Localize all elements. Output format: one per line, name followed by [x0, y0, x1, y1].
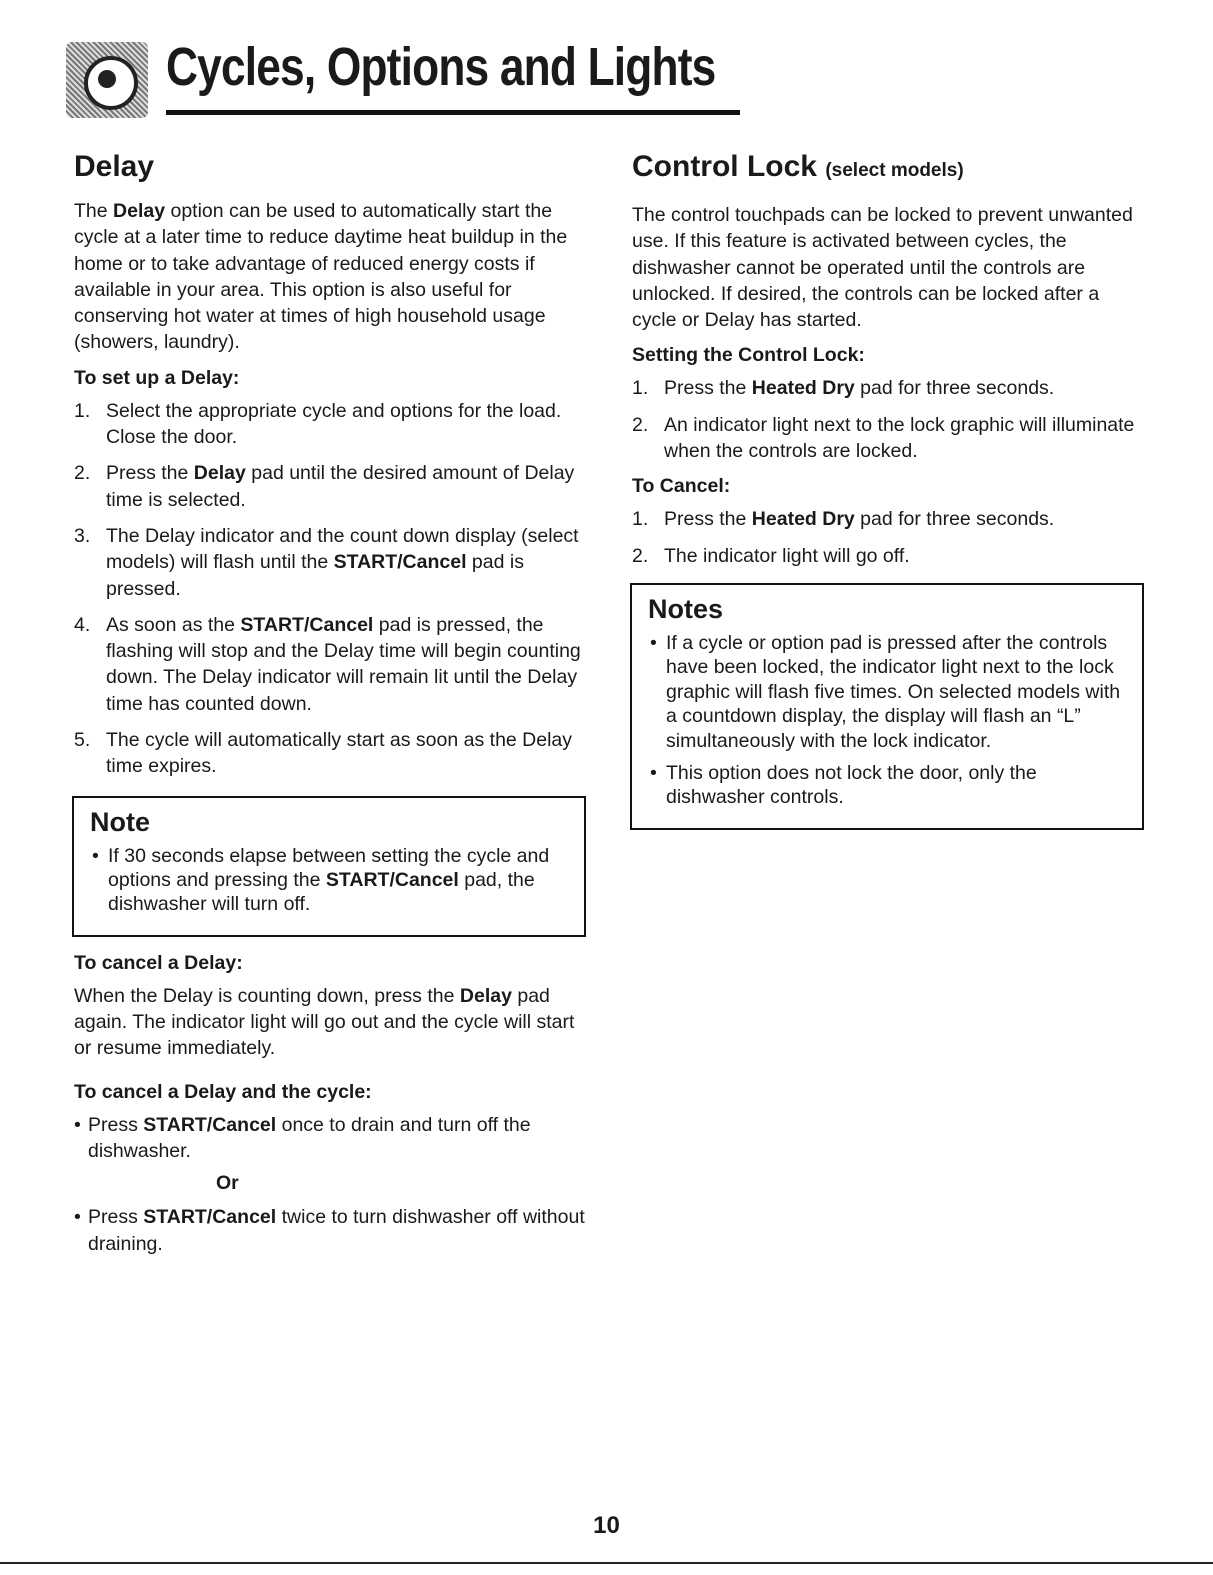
- list-item: [632, 375, 1144, 401]
- setup-delay-heading: To set up a Delay:: [74, 366, 240, 389]
- text-run: Select the appropriate cycle and options for the load. Close the door.: [106, 399, 562, 449]
- note-list: [90, 844, 574, 917]
- control-lock-title: Control Lock: [632, 150, 817, 183]
- text-run: pad, the dishwasher will turn off.: [108, 869, 535, 916]
- page-title: Cycles, Options and Lights: [166, 37, 716, 97]
- text-run: This option does not lock the door, only the dishwasher controls.: [666, 762, 1037, 809]
- text-run: The: [74, 200, 114, 222]
- bold-term: Delay: [459, 984, 512, 1007]
- text-run: pad for three seconds.: [854, 377, 1055, 400]
- text-run: If 30 seconds elapse between setting the cycle and options and pressing the: [108, 844, 550, 892]
- bold-term: Heated Dry: [751, 508, 855, 531]
- bold-term: START/Cancel: [333, 551, 467, 574]
- delay-column: [74, 150, 586, 1263]
- control-lock-intro: The control touchpads can be locked to prevent unwanted use. If this feature is activated between cycles, the dishwasher cannot be operated until the controls are unlocked. If desired, the controls can be locked after a cycle or Delay has started.: [632, 204, 1133, 332]
- step-number: 1.: [632, 508, 649, 531]
- text-run: Press the: [664, 377, 752, 400]
- cancel-delay-text: [74, 983, 586, 1062]
- bottom-rule: [0, 1562, 1213, 1564]
- text-run: pad until the desired amount of Delay time is selected.: [106, 462, 575, 511]
- bold-term: Delay: [193, 462, 246, 485]
- delay-note-box: [72, 796, 586, 937]
- text-run: Press: [88, 1206, 144, 1229]
- step-number: 2.: [632, 544, 649, 567]
- list-item: [648, 761, 1132, 810]
- bold-term: Heated Dry: [751, 377, 855, 400]
- control-lock-notes-box: [630, 583, 1144, 830]
- bold-term: START/Cancel: [325, 869, 459, 892]
- bold-term: START/Cancel: [240, 613, 374, 636]
- text-run: If a cycle or option pad is pressed after the controls have been locked, the indicator light next to the lock graphic will flash five times. On selected models with a countdown display, the display will flash an “L” simultaneously with the lock indicator.: [666, 631, 1121, 752]
- list-item: [74, 398, 586, 451]
- dishwasher-dial-icon: [66, 42, 148, 118]
- bold-term: START/Cancel: [143, 1113, 277, 1136]
- text-run: The indicator light will go off.: [664, 544, 910, 567]
- list-item: [648, 631, 1132, 753]
- cancel-lock-steps: [632, 506, 1144, 569]
- cancel-delay-cycle-heading: To cancel a Delay and the cycle:: [74, 1080, 372, 1103]
- or-separator: Or: [216, 1172, 239, 1195]
- text-run: once to drain and turn off the dishwasher.: [88, 1113, 531, 1163]
- page-number: 10: [593, 1512, 620, 1539]
- step-number: 3.: [74, 524, 91, 547]
- bold-term: Delay: [113, 200, 166, 222]
- list-item: [632, 506, 1144, 532]
- list-item: [632, 543, 1144, 569]
- text-run: Press: [88, 1113, 144, 1136]
- text-run: pad for three seconds.: [854, 508, 1055, 531]
- text-run: pad is pressed.: [106, 551, 524, 600]
- cancel-delay-heading: To cancel a Delay:: [74, 951, 243, 974]
- text-run: The cycle will automatically start as soon as the Delay time expires.: [106, 729, 573, 778]
- step-number: 1.: [632, 377, 649, 400]
- setup-delay-steps: [74, 398, 586, 780]
- control-lock-column: [632, 150, 1144, 844]
- list-item: [74, 727, 586, 780]
- step-number: 4.: [74, 613, 91, 636]
- delay-heading: Delay: [74, 150, 155, 183]
- text-run: Press the: [106, 462, 194, 485]
- setting-lock-heading: Setting the Control Lock:: [632, 344, 865, 367]
- list-item: [632, 412, 1144, 465]
- step-number: 1.: [74, 399, 91, 422]
- bold-term: START/Cancel: [143, 1206, 277, 1229]
- list-item: [74, 523, 586, 602]
- delay-intro: [74, 198, 586, 356]
- text-run: Press the: [664, 508, 752, 531]
- text-run: pad again. The indicator light will go out and the cycle will start or resume immediately.: [74, 984, 575, 1060]
- step-number: 2.: [74, 462, 91, 485]
- text-run: When the Delay is counting down, press the: [74, 984, 460, 1007]
- cancel-option-no-drain: [74, 1204, 586, 1257]
- step-number: 2.: [632, 413, 649, 436]
- text-run: An indicator light next to the lock graphic will illuminate when the controls are locked.: [664, 413, 1135, 463]
- list-item: [90, 844, 574, 917]
- control-lock-heading: [632, 150, 1144, 188]
- list-item: [74, 460, 586, 513]
- cancel-lock-heading: To Cancel:: [632, 475, 731, 498]
- setting-lock-steps: [632, 375, 1144, 464]
- text-run: pad is pressed, the flashing will stop and the Delay time will begin counting down. The Delay indicator will remain lit until the Delay time has counted down.: [106, 613, 581, 715]
- notes-heading: Notes: [648, 593, 724, 624]
- cancel-option-drain: [74, 1112, 586, 1165]
- note-heading: Note: [90, 806, 150, 837]
- step-number: 5.: [74, 729, 91, 752]
- list-item: [74, 612, 586, 717]
- notes-list: [648, 631, 1132, 810]
- text-run: The Delay indicator and the count down display (select models) will flash until the: [106, 524, 579, 574]
- text-run: twice to turn dishwasher off without draining.: [88, 1206, 585, 1255]
- text-run: option can be used to automatically start the cycle at a later time to reduce daytime heat buildup in the home or to take advantage of reduced energy costs if available in your area. This option is also useful for conserving hot water at times of high household usage (showers, laundry).: [74, 200, 568, 354]
- title-underline: [166, 110, 740, 115]
- control-lock-subtitle: (select models): [825, 160, 964, 181]
- text-run: As soon as the: [106, 613, 241, 636]
- page-header: [66, 30, 746, 120]
